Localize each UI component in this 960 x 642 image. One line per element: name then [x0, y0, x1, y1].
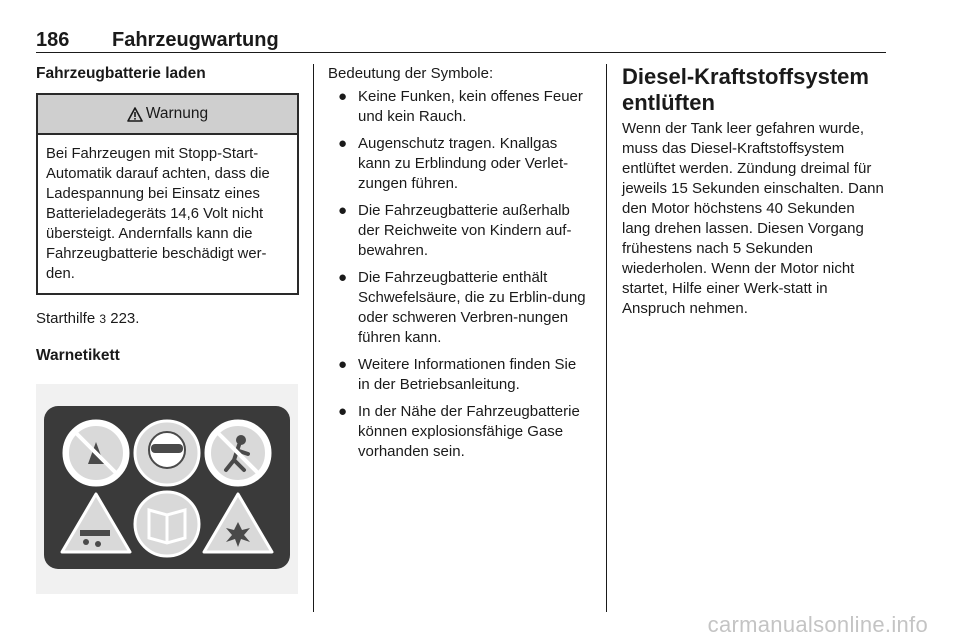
list-item: ● Die Fahrzeugbatterie enthält Schwefelsäure, die zu Erblin-dung oder schweren Verbren-nungen führen kann.	[338, 269, 586, 346]
bullet-icon: ●	[338, 202, 348, 219]
list-item: ● Die Fahrzeugbatterie außerhalb der Reichweite von Kindern auf-bewahren.	[338, 202, 572, 259]
page-number: 186	[36, 29, 70, 51]
eye-protection-icon	[135, 421, 199, 485]
bullet-icon: ●	[338, 135, 348, 152]
warning-text: Bei Fahrzeugen mit Stopp-Start-Automatik darauf achten, dass die Ladespannung bei Einsatz eines Batterieladegeräts 14,6 Volt nicht übersteigt. Andernfalls kann die Fahrzeugbatterie beschädigt wer-den.	[46, 146, 270, 282]
reference-text: Starthilfe	[36, 310, 96, 327]
no-fire-icon	[64, 421, 128, 485]
chapter-title: Fahrzeugwartung	[112, 29, 279, 51]
column-divider	[606, 64, 607, 612]
list-item: ● Augenschutz tragen. Knallgas kann zu Erblindung oder Verlet-zungen führen.	[338, 135, 569, 192]
section-heading: Fahrzeugbatterie laden	[36, 65, 206, 82]
list-item: ● Weitere Informationen finden Sie in der Betriebsanleitung.	[338, 356, 577, 393]
reference-page: 223.	[110, 310, 140, 327]
keep-away-children-icon	[206, 421, 270, 485]
watermark: carmanualsonline.info	[707, 612, 928, 637]
body-text: Wenn der Tank leer gefahren wurde, muss das Diesel-Kraftstoffsystem entlüftet werden. Zündung dreimal für jeweils 15 Sekunden einschalten. Dann den Motor höchstens 40 Sekunden lang drehen lassen. Diesen Vorgang frühestens nach 5 Sekunden wiederholen. Wenn der Motor nicht startet, Hilfe einer Werk-statt in Anspruch nehmen.	[622, 120, 884, 317]
page-header	[36, 30, 886, 53]
column-divider	[313, 64, 314, 612]
label-heading: Warnetikett	[36, 347, 120, 364]
symbol-list	[328, 87, 590, 462]
bullet-icon: ●	[338, 88, 348, 105]
warning-header	[38, 95, 297, 135]
warning-triangle-icon	[127, 107, 143, 122]
cross-reference	[36, 309, 299, 329]
list-item: ● In der Nähe der Fahrzeugbatterie können explosionsfähige Gase vorhanden sein.	[338, 403, 580, 460]
bullet-icon: ●	[338, 356, 348, 373]
bullet-icon: ●	[338, 269, 348, 286]
column-middle	[328, 64, 590, 462]
warning-label-image	[36, 384, 298, 594]
section-heading: Diesel-Kraftstoffsystem entlüften	[622, 64, 869, 115]
warning-title: Warnung	[145, 105, 209, 122]
column-right	[622, 64, 887, 319]
list-item: ● Keine Funken, kein offenes Feuer und kein Rauch.	[338, 88, 583, 125]
bullet-icon: ●	[338, 403, 348, 420]
reference-arrow-icon: 3	[99, 312, 107, 326]
symbols-intro: Bedeutung der Symbole:	[328, 65, 494, 82]
manual-book-icon	[135, 492, 199, 556]
warning-box	[36, 93, 299, 295]
column-left	[36, 64, 299, 594]
